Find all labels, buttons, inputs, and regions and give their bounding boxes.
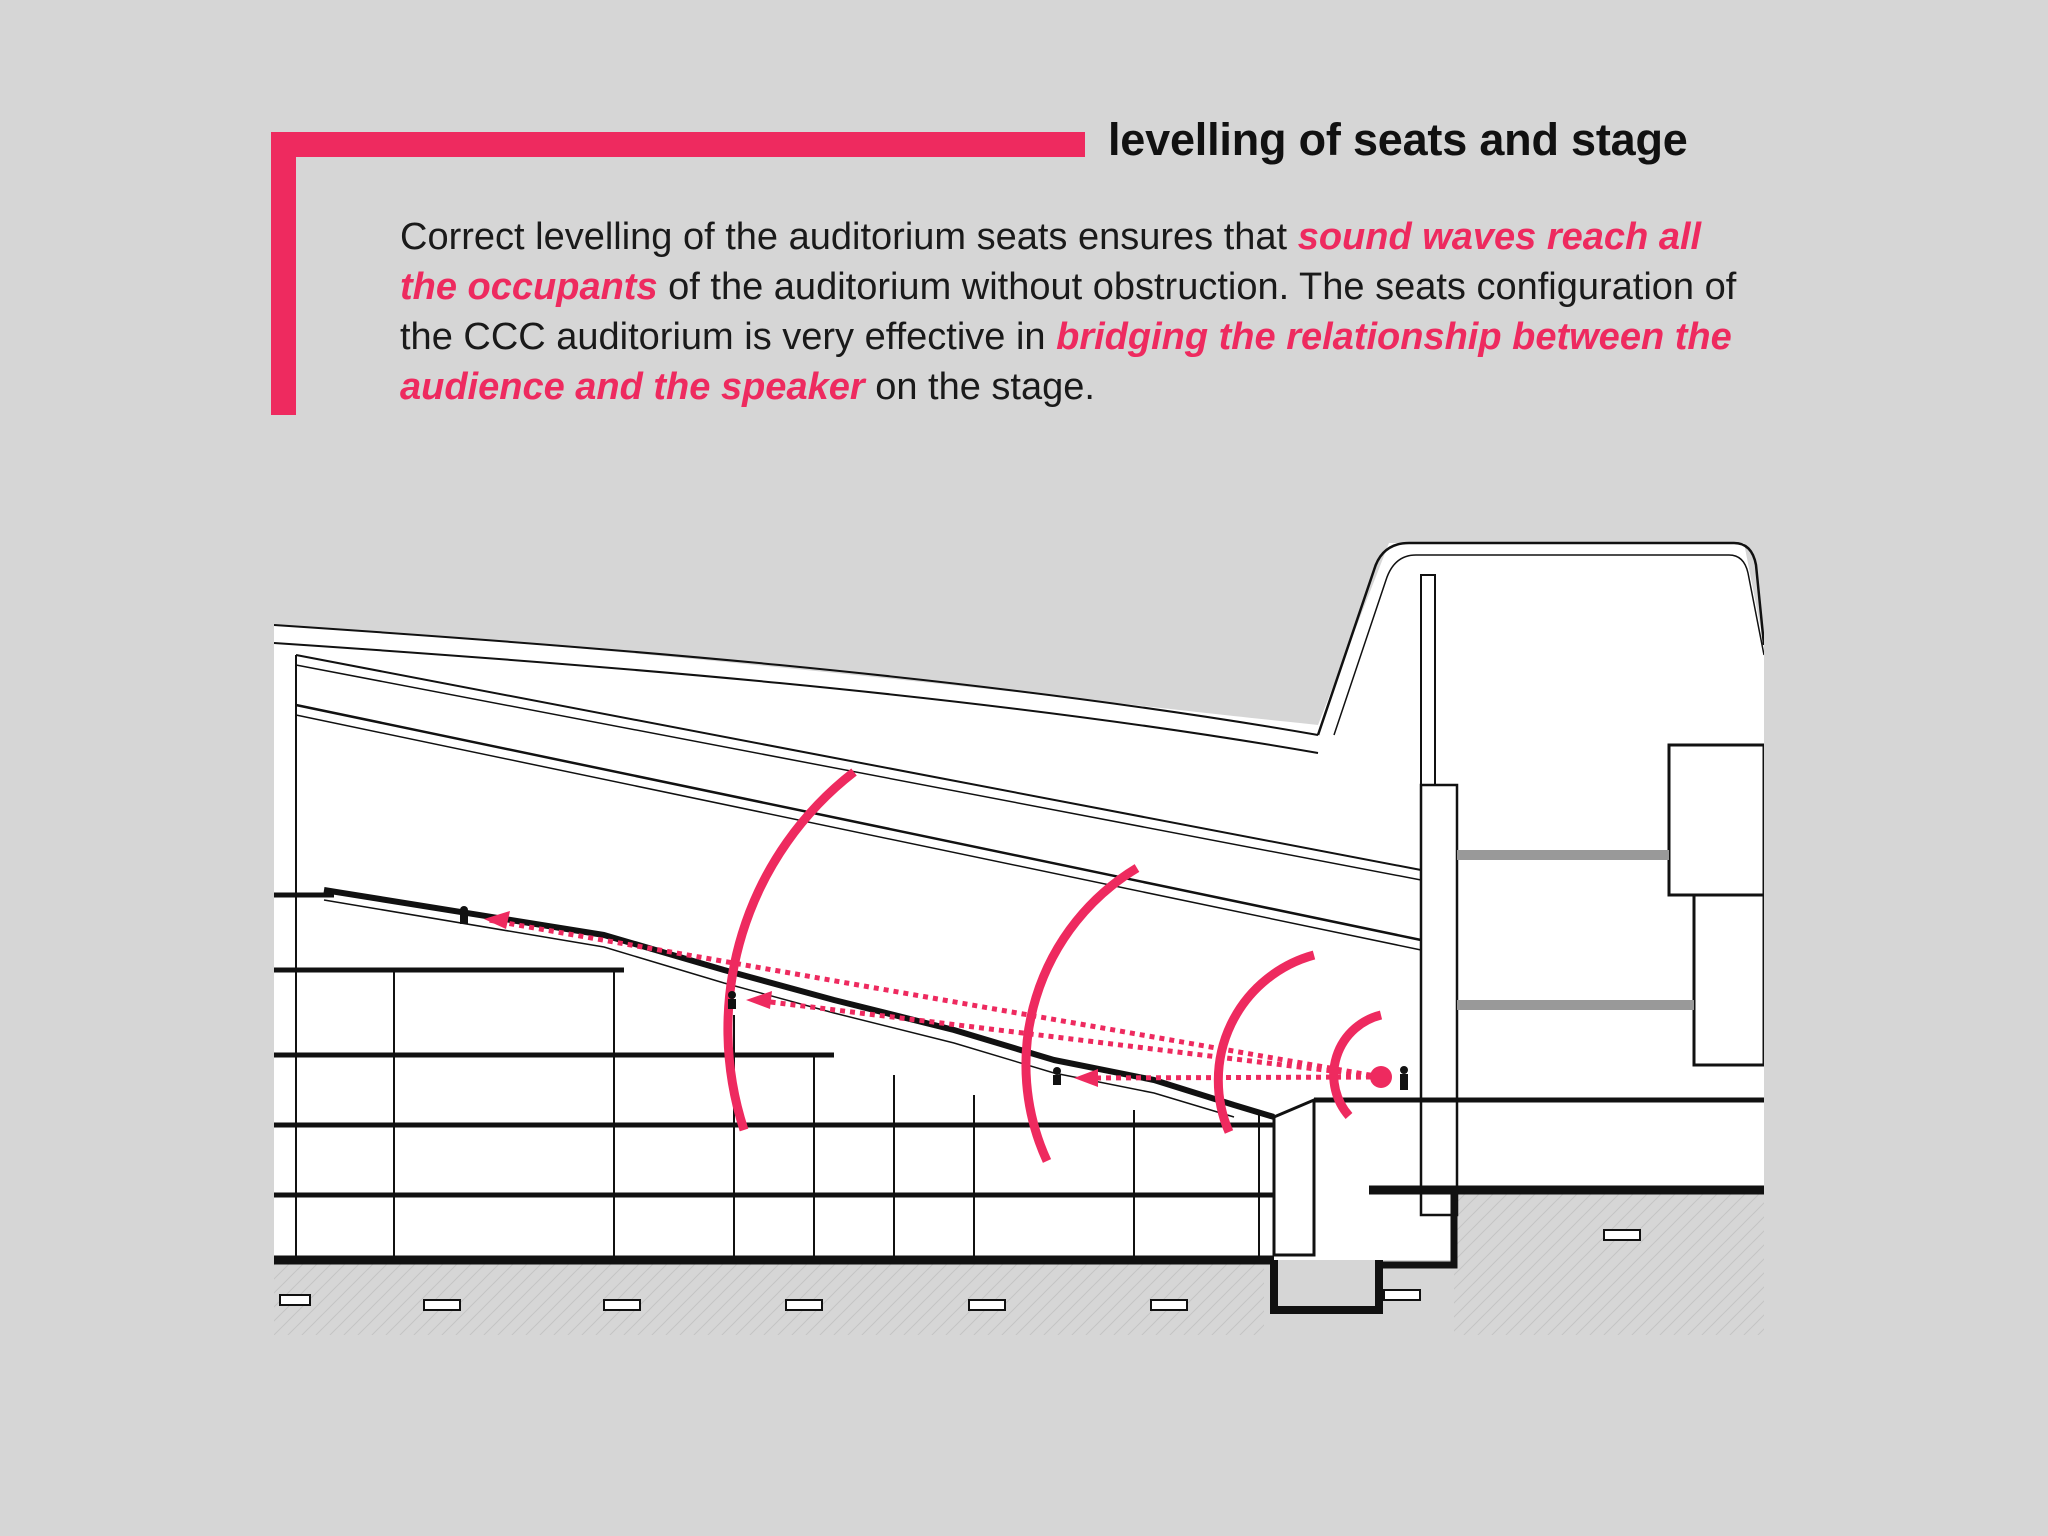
section-title: levelling of seats and stage xyxy=(1108,114,1688,165)
text-segment: on the stage. xyxy=(864,366,1095,408)
description-paragraph xyxy=(400,212,1740,412)
highlight-relationship: bridging the relationship between the audience and the speaker xyxy=(400,316,1732,408)
accent-bracket-left xyxy=(271,132,296,415)
sound-source-icon xyxy=(1370,1066,1392,1088)
text-segment: of the auditorium without obstruction. The seats configuration of the CCC auditorium is very effective in xyxy=(400,266,1737,358)
text-segment: Correct levelling of the auditorium seats ensures that xyxy=(400,216,1298,258)
accent-bracket-top xyxy=(271,132,1085,157)
auditorium-section-drawing xyxy=(274,495,1764,1405)
highlight-sound-waves: sound waves reach all the occupants xyxy=(400,216,1702,308)
